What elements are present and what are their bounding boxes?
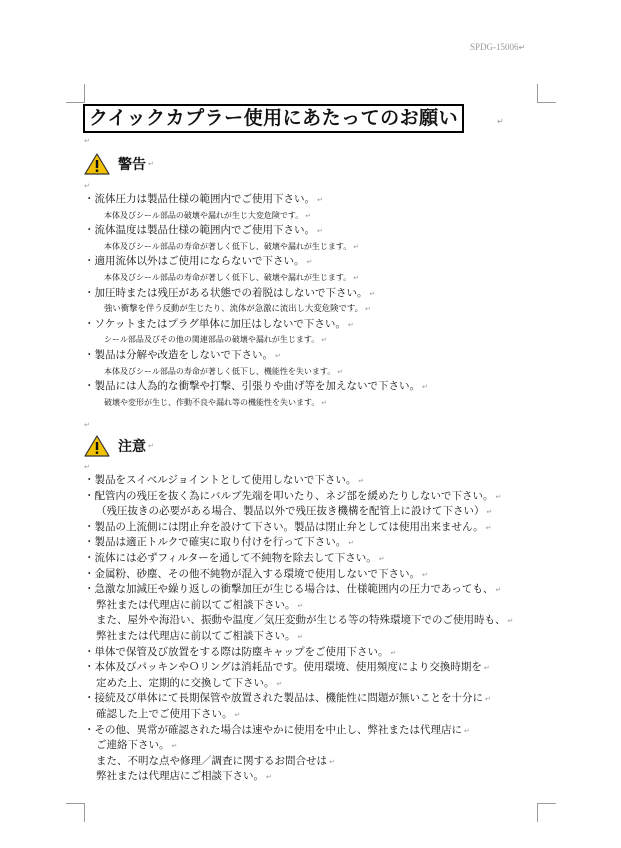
paragraph-mark: ↵ <box>358 477 365 485</box>
list-item-text: ・ソケットまたはプラグ単体に加圧はしないで下さい。 <box>84 317 346 330</box>
paragraph-mark: ↵ <box>485 523 492 532</box>
list-item-text: ・製品をスイベルジョイントとして使用しないで下さい。 <box>84 474 357 486</box>
crop-mark-bottom-right <box>537 803 556 822</box>
warning-triangle-icon <box>84 435 110 457</box>
list-item-text: ・急激な加減圧や繰り返しの衝撃加圧が生じる場合は、仕様範囲内の圧力であっても、 <box>84 583 494 596</box>
paragraph-mark: ↵ <box>305 211 312 220</box>
warning-triangle-icon <box>84 153 110 175</box>
list-item-note <box>84 504 554 520</box>
caution-heading: 注意 ↵ <box>84 434 154 458</box>
list-item <box>84 582 554 598</box>
list-item <box>84 660 554 676</box>
list-item-text: ご連絡下さい。 <box>96 739 170 752</box>
paragraph-mark: ↵ <box>297 632 304 641</box>
paragraph-mark: ↵ <box>321 398 328 407</box>
paragraph-mark: ↵ <box>353 242 360 251</box>
list-item-text: 定めた上、定期的に交換して下さい。 <box>96 676 275 689</box>
paragraph-mark: ↵ <box>275 351 281 360</box>
blank-line: ↵ <box>84 421 90 429</box>
list-item-note <box>84 629 554 645</box>
paragraph-mark: ↵ <box>369 289 376 298</box>
paragraph-mark: ↵ <box>348 539 355 548</box>
list-item-note <box>84 332 554 348</box>
paragraph-mark: ↵ <box>234 710 241 719</box>
list-item-text: また、不明な点や修理／調査に関するお問合せは <box>96 754 327 767</box>
list-item <box>84 551 554 567</box>
list-item <box>84 348 554 364</box>
paragraph-mark: ↵ <box>337 367 344 376</box>
list-item-text: ・製品は分解や改造をしないで下さい。 <box>84 348 273 361</box>
paragraph-mark: ↵ <box>321 336 328 345</box>
list-item-text: ・その他、異常が確認された場合は速やかに使用を中止し、弊社または代理店に <box>84 723 462 736</box>
list-item-text: ・適用流体以外はご使用にならないで下さい。 <box>84 255 305 268</box>
list-item-text: 弊社または代理店にご相談下さい。 <box>96 770 264 783</box>
blank-line: ↵ <box>84 463 90 471</box>
paragraph-mark: ↵ <box>317 227 323 236</box>
list-item <box>84 223 554 239</box>
list-item-text: （残圧抜きの必要がある場合、製品以外で残圧抜き機構を配管上に設けて下さい） <box>96 505 485 518</box>
list-item-note <box>84 364 554 380</box>
paragraph-mark: ↵ <box>495 492 502 501</box>
list-item-text: ・流体には必ずフィルターを通して不純物を除去して下さい。 <box>84 551 377 564</box>
list-item-text: 弊社または代理店に前以てご相談下さい。 <box>96 598 296 611</box>
list-item <box>84 691 554 707</box>
list-item <box>84 535 554 551</box>
paragraph-mark: ↵ <box>507 617 514 626</box>
list-item <box>84 254 554 270</box>
list-item-text: ・金属粉、砂塵、その他不純物が混入する環境で使用しないで下さい。 <box>84 567 420 580</box>
paragraph-mark: ↵ <box>483 664 490 673</box>
crop-mark-top-left <box>66 84 85 103</box>
paragraph-mark: ↵ <box>364 305 371 314</box>
list-item-text: ・製品には人為的な衝撃や打撃、引張りや曲げ等を加えないで下さい。 <box>84 380 420 393</box>
list-item-text: ・加圧時または残圧がある状態での着脱はしないで下さい。 <box>84 286 368 299</box>
paragraph-mark: ↵ <box>390 648 397 657</box>
crop-mark-bottom-left <box>66 803 85 822</box>
list-item <box>84 520 554 536</box>
list-item-note <box>84 707 554 723</box>
list-item-text: ・本体及びパッキンやＯリングは消耗品です。使用環境、使用頻度により交換時期を <box>84 661 482 674</box>
list-item-text: ・製品の上流側には閉止弁を設けて下さい。製品は閉止弁としては使用出来ません。 <box>84 520 484 533</box>
list-item-note <box>84 676 554 692</box>
caution-list <box>84 473 554 785</box>
list-item-text: 弊社または代理店に前以てご相談下さい。 <box>96 629 296 642</box>
list-item-text: ・流体温度は製品仕様の範囲内でご使用下さい。 <box>84 224 315 237</box>
list-item-note <box>84 754 554 770</box>
paragraph-mark: ↵ <box>171 742 178 751</box>
paragraph-mark: ↵ <box>306 258 313 267</box>
document-title: クイックカプラー使用にあたってのお願い <box>83 104 464 133</box>
list-item-note <box>84 270 554 286</box>
paragraph-mark: ↵ <box>497 117 504 126</box>
paragraph-mark: ↵ <box>495 586 502 595</box>
list-item-note <box>84 738 554 754</box>
list-item-text: 本体及びシール部品の寿命が著しく低下し、破壊や漏れが生じます。 <box>104 272 352 282</box>
list-item <box>84 645 554 661</box>
caution-heading-label: 注意 <box>118 439 146 455</box>
paragraph-mark: ↵ <box>464 726 470 735</box>
warning-heading: 警告 ↵ <box>84 152 154 176</box>
list-item-text: 本体及びシール部品の破壊や漏れが生じ大変危険です。 <box>104 210 304 220</box>
list-item-text: ・単体で保管及び放置をする際は防塵キャップをご使用下さい。 <box>84 645 389 658</box>
list-item-text: 強い衝撃を伴う反動が生じたり、流体が急激に流出し大変危険です。 <box>104 303 363 314</box>
list-item-text: 本体及びシール部品の寿命が著しく低下し、破壊や漏れが生じます。 <box>104 241 352 251</box>
list-item-note <box>84 208 554 224</box>
list-item <box>84 489 554 505</box>
paragraph-mark: ↵ <box>422 383 428 392</box>
list-item <box>84 317 554 333</box>
paragraph-mark: ↵ <box>317 196 323 204</box>
list-item-note <box>84 239 554 255</box>
paragraph-mark: ↵ <box>378 554 385 563</box>
blank-line: ↵ <box>84 182 90 190</box>
list-item-text: 本体及びシール部品の寿命が著しく低下し、機能性を失います。 <box>104 366 336 376</box>
list-item-text: ・配管内の残圧を抜く為にバルブ先端を叩いたり、ネジ部を緩めたりしないで下さい。 <box>84 489 494 502</box>
paragraph-mark: ↵ <box>266 773 272 782</box>
list-item-text: ・流体圧力は製品仕様の範囲内でご使用下さい。 <box>84 193 315 205</box>
document-id: SPDG-15006↵ <box>470 42 526 52</box>
list-item-text: 破壊や変形が生じ、作動不良や漏れ等の機能性を失います。 <box>104 397 320 407</box>
list-item-text: 確認した上でご使用下さい。 <box>96 707 233 720</box>
list-item <box>84 192 554 208</box>
list-item-text: また、屋外や海沿い、振動や温度／気圧変動が生じる等の特殊環境下でのご使用時も、 <box>96 614 506 627</box>
list-item-note <box>84 395 554 411</box>
paragraph-mark: ↵ <box>422 570 428 579</box>
list-item <box>84 286 554 302</box>
list-item <box>84 567 554 583</box>
paragraph-mark: ↵ <box>329 757 335 766</box>
crop-mark-top-right <box>537 84 556 103</box>
list-item-note <box>84 301 554 317</box>
list-item-text: ・接続及び単体にて長期保管や放置された製品は、機能性に問題が無いことを十分に <box>84 692 483 705</box>
list-item <box>84 473 554 489</box>
warning-list <box>84 192 554 410</box>
paragraph-mark: ↵ <box>485 695 491 704</box>
list-item-text: ・製品は適正トルクで確実に取り付けを行って下さい。 <box>84 536 347 549</box>
list-item-note <box>84 769 554 785</box>
list-item-note <box>84 598 554 614</box>
warning-heading-label: 警告 <box>118 157 146 173</box>
paragraph-mark: ↵ <box>276 679 283 688</box>
list-item <box>84 379 554 395</box>
list-item-note <box>84 613 554 629</box>
blank-line: ↵ <box>84 137 90 145</box>
paragraph-mark: ↵ <box>486 508 493 517</box>
paragraph-mark: ↵ <box>353 273 360 282</box>
paragraph-mark: ↵ <box>347 320 354 329</box>
list-item-text: シール部品及びその他の関連部品の破壊や漏れが生じます。 <box>104 335 320 345</box>
list-item <box>84 723 554 739</box>
paragraph-mark: ↵ <box>297 601 304 610</box>
